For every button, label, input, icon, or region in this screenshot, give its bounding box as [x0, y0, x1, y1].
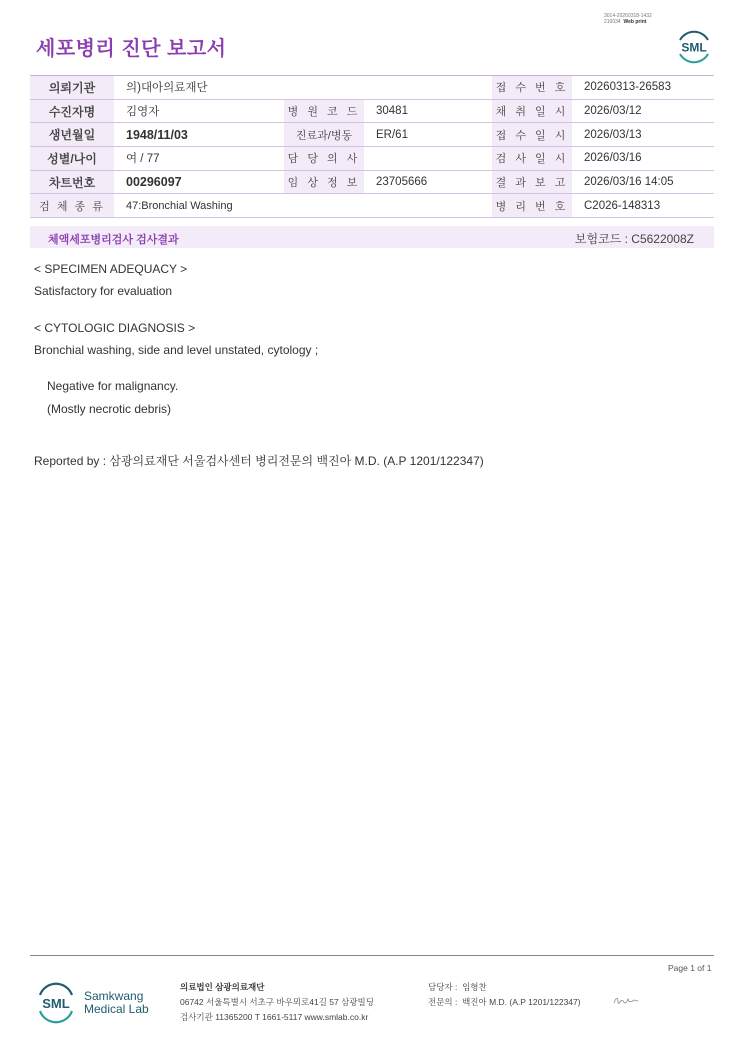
label-result-report: 결 과 보 고 [492, 170, 572, 194]
label-pathology-number: 병 리 번 호 [492, 194, 572, 218]
label-department-ward: 진료과/병동 [284, 123, 364, 147]
value-chart-number: 00296097 [114, 170, 284, 194]
diagnosis-finding: Negative for malignancy. [47, 379, 179, 393]
info-row [30, 194, 714, 218]
signature-icon [612, 994, 640, 1008]
value-birth-date: 1948/11/03 [114, 123, 284, 147]
staff-name: 임형찬 [462, 982, 487, 992]
document-code-line1: 3014-20260318-1432 [604, 13, 652, 19]
specialist-label: 전문의 : [428, 997, 458, 1007]
info-row [30, 99, 714, 123]
footer-staff [428, 980, 581, 1010]
value-specimen-type: 47:Bronchial Washing [114, 194, 492, 218]
specialist-name: 백진아 M.D. (A.P 1201/122347) [462, 997, 581, 1007]
value-receipt-date: 2026/03/13 [572, 123, 714, 147]
section-title: 체액세포병리검사 검사결과 [48, 234, 179, 246]
specimen-adequacy-text: Satisfactory for evaluation [34, 284, 173, 298]
value-test-date: 2026/03/16 [572, 147, 714, 171]
info-row [30, 147, 714, 171]
value-department-ward: ER/61 [364, 123, 492, 147]
sml-logo-icon [674, 26, 714, 66]
value-pathology-number: C2026-148313 [572, 194, 714, 218]
label-test-date: 검 사 일 시 [492, 147, 572, 171]
staff-label: 담당자 : [428, 982, 458, 992]
label-attending-doctor: 담 당 의 사 [284, 147, 364, 171]
value-sex-age: 여 / 77 [114, 147, 284, 171]
org-name: 의료법인 삼광의료재단 [180, 982, 265, 992]
info-row [30, 76, 714, 100]
label-institution: 의뢰기관 [30, 76, 114, 100]
cytologic-diagnosis-heading: < CYTOLOGIC DIAGNOSIS > [34, 321, 196, 335]
patient-info-table [30, 75, 714, 218]
value-hospital-code: 30481 [364, 99, 492, 123]
info-row [30, 170, 714, 194]
brand-line1: Samkwang [84, 989, 144, 1003]
samkwang-logo-icon [36, 980, 76, 1026]
value-institution: 의)대아의료재단 [114, 76, 492, 100]
label-receipt-date: 접 수 일 시 [492, 123, 572, 147]
brand-line2: Medical Lab [84, 1002, 149, 1016]
insurance-code: 보험코드 : C5622008Z [574, 232, 694, 246]
label-clinical-info: 임 상 정 보 [284, 170, 364, 194]
page-number: Page 1 of 1 [668, 963, 712, 973]
label-collection-date: 채 취 일 시 [492, 99, 572, 123]
value-receipt-number: 20260313-26583 [572, 76, 714, 100]
document-code-line2: 210034 [604, 19, 621, 25]
org-contact: 검사기관 11365200 T 1661-5117 www.smlab.co.kr [180, 1012, 369, 1022]
label-specimen-type: 검 체 종 류 [30, 194, 114, 218]
footer-organization [180, 980, 374, 1025]
value-result-report: 2026/03/16 14:05 [572, 170, 714, 194]
value-clinical-info: 23705666 [364, 170, 492, 194]
org-address: 06742 서울특별시 서초구 바우뫼로41길 57 삼광빌딩 [180, 997, 374, 1007]
document-code [604, 13, 652, 25]
footer-logo-text: SML [42, 996, 70, 1011]
page-title: 세포병리 진단 보고서 [36, 38, 227, 60]
sml-logo-text: SML [681, 40, 707, 55]
value-collection-date: 2026/03/12 [572, 99, 714, 123]
web-print-label: Web print [623, 19, 647, 25]
reported-by: Reported by : 삼광의료재단 서울검사센터 병리전문의 백진아 M.D. (A.P 1201/122347) [34, 454, 484, 468]
value-attending-doctor [364, 147, 492, 171]
label-birth-date: 생년월일 [30, 123, 114, 147]
info-row [30, 123, 714, 147]
result-section-header [30, 226, 714, 248]
label-patient-name: 수진자명 [30, 99, 114, 123]
specimen-adequacy-heading: < SPECIMEN ADEQUACY > [34, 262, 188, 276]
label-chart-number: 차트번호 [30, 170, 114, 194]
cytologic-diagnosis-text: Bronchial washing, side and level unstated, cytology ; [34, 343, 319, 357]
label-receipt-number: 접 수 번 호 [492, 76, 572, 100]
diagnosis-note: (Mostly necrotic debris) [47, 402, 172, 416]
footer-brand [84, 990, 149, 1016]
label-hospital-code: 병 원 코 드 [284, 99, 364, 123]
value-patient-name: 김영자 [114, 99, 284, 123]
footer-divider [30, 955, 714, 956]
label-sex-age: 성별/나이 [30, 147, 114, 171]
